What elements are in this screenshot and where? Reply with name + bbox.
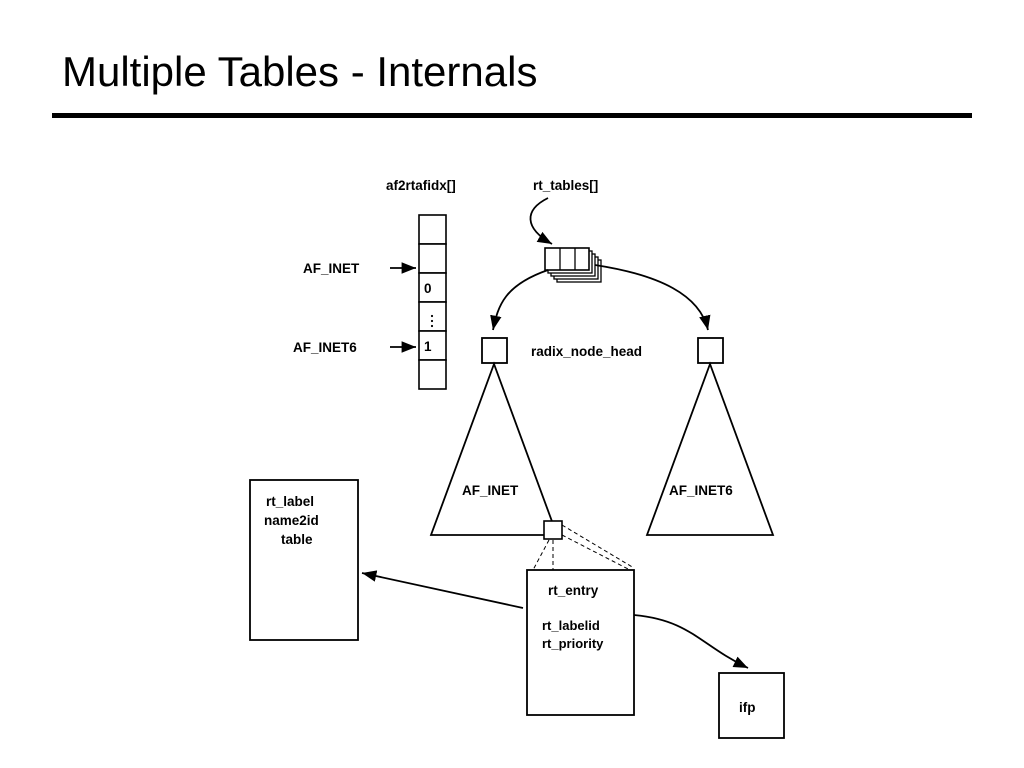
leaf-fan-line	[562, 525, 634, 568]
af-inet6-array-label: AF_INET6	[293, 340, 357, 355]
radix-node-head-inet-box	[482, 338, 507, 363]
af2rtafidx-array	[419, 215, 446, 389]
af-inet-tree	[431, 364, 557, 535]
ellipsis-dot	[431, 325, 433, 327]
rt-label-line-2: name2id	[264, 513, 319, 528]
radix-node-head-label: radix_node_head	[531, 344, 643, 359]
rt-label-line-1: rt_label	[266, 494, 315, 509]
ifp-box	[719, 673, 784, 738]
rt-label-table-box	[250, 480, 358, 640]
rt-tables-to-inet6-arrow	[595, 265, 708, 330]
rt-entry-to-ifp-arrow	[634, 615, 748, 668]
title-underline	[52, 113, 972, 118]
rt-label-line-3: table	[281, 532, 313, 547]
af-inet6-tree	[647, 364, 773, 535]
af-inet6-index-value: 1	[424, 339, 432, 354]
rt-tables-pointer-arrow	[530, 198, 552, 244]
leaf-node-box	[544, 521, 562, 539]
af-inet-array-label: AF_INET	[303, 261, 360, 276]
rt-entry-field-labelid: rt_labelid	[542, 618, 600, 633]
af-inet-tree-label: AF_INET	[462, 483, 519, 498]
rt-entry-title: rt_entry	[548, 583, 599, 598]
page-title: Multiple Tables - Internals	[62, 48, 538, 95]
ellipsis-dot	[431, 315, 433, 317]
ellipsis-dot	[431, 320, 433, 322]
af-inet6-tree-label: AF_INET6	[669, 483, 733, 498]
ifp-label: ifp	[739, 700, 756, 715]
rt-entry-to-label-table-arrow	[362, 573, 523, 608]
leaf-fan-line	[562, 535, 630, 570]
rt-tables-stack	[545, 248, 601, 282]
diagram-svg	[0, 140, 1024, 760]
rt-tables-to-inet-arrow	[493, 270, 548, 330]
af-inet-index-value: 0	[424, 281, 432, 296]
rt-entry-field-priority: rt_priority	[542, 636, 604, 651]
leaf-fan-line	[533, 540, 549, 570]
radix-node-head-inet6-box	[698, 338, 723, 363]
af2rtafidx-label: af2rtafidx[]	[386, 178, 456, 193]
rt-tables-label: rt_tables[]	[533, 178, 599, 193]
rt-entry-box	[527, 570, 634, 715]
diagram-figure	[0, 140, 1024, 760]
